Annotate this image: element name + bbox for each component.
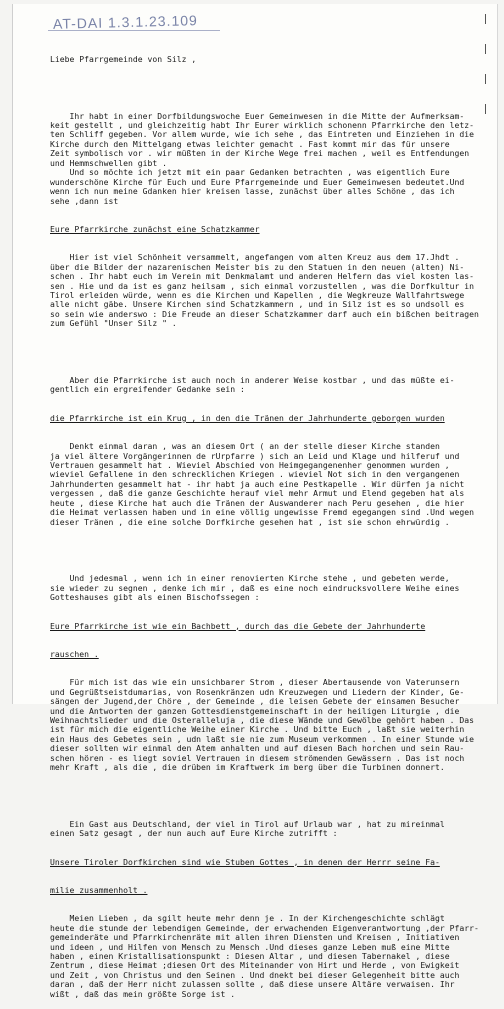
text-line: und Zeit , von Christus und den Seinen . Und dnekt bei dieser Gelegenheit bitte auch <box>50 969 460 980</box>
text-line: dieser sollten wir einmal den Atem anhalten und auf diesen Bach horchen und sein Rau- <box>50 743 465 754</box>
text-line: Vertrauen gesammelt hat . Wieviel Abschied von Heimgegangenenher genommen wurden , <box>50 459 450 470</box>
text-line: über die Bilder der nazarenischen Meister bis zu den Statuen in den neuen (alten) Ni- <box>50 261 465 272</box>
text-line: Weihnachtslieder und die Osteralleluja , die diese Wände und Gewölbe gehört haben . Das <box>50 714 474 725</box>
paragraph-1 <box>50 112 486 206</box>
text-line: heute die stunde der lebendigen Gemeinde, der erwachenden Eigenverantwortung ,der Pfarr- <box>50 922 479 933</box>
text-line: gemeinderäte und Pfarrkirchenräte mit allen ihren Diensten und Kreisen , Initiativen <box>50 932 460 943</box>
heading-bachbett: Eure Pfarrkirche ist wie ein Bachbett , durch das die Gebete der Jahrhunderte <box>50 620 426 631</box>
text-line: keit gestellt , und gleichzeitig habt Ihr Eurer wirklich schonenn Pfarrkirche den letz- <box>50 120 474 131</box>
text-line: Aber die Pfarrkirche ist auch noch in anderer Weise kostbar , und das müßte ei- <box>50 374 455 385</box>
heading-stuben-cont: milie zusammenholt . <box>50 884 148 895</box>
text-line: sängen der Jugend,der Chöre , der Gemeinde , die leisen Gebete der einsamen Besucher <box>50 696 460 707</box>
text-line: dieser Tränen , die eine solche Dorfkirche gesehen hat , ist sie schon ehrwürdig . <box>50 516 450 527</box>
text-line: ein Haus des Gebetes sein , udn laßt sie nie zum Museum verkommen . In einer Stunde wie <box>50 733 474 744</box>
text-line: einen Satz gesagt , der nun auch auf Eure Kirche zutrifft : <box>50 828 338 839</box>
paragraph-2 <box>50 253 486 329</box>
text-line: ist für mich die eigentliche Weihe einer Kirche . Und bitte Euch , laßt sie weiterhin <box>50 724 465 735</box>
text-line: haben , einen Kristallisationspunkt : Diesen Altar , und diesen Tabernakel , diese <box>50 951 450 962</box>
text-line: wißt , daß das mein größte Sorge ist . <box>50 988 236 999</box>
text-line: Hier ist viel Schönheit versammelt, angefangen vom alten Kreuz aus dem 17.Jhdt . <box>50 252 460 263</box>
text-line: ten Schliff gegeben. Vor allem wurde, wie ich sehe , das Eintreten und Einziehen in die <box>50 129 474 140</box>
text-line: wieviel Gefallene in den schrecklichen Kriegen . wieviel Not sich in den vergangenen <box>50 469 460 480</box>
text-line: gentlich ein ergreifender Gedanke sein : <box>50 384 245 395</box>
text-line: Und jedesmal , wenn ich in einer renovierten Kirche stehe , und gebeten werde, <box>50 573 450 584</box>
text-line: und die Antworten der ganzen Gottesdienstgemeinschaft in der heiligen Liturgie , die <box>50 705 460 716</box>
heading-krug: die Pfarrkirche ist ein Krug , in den die Tränen der Jahrhunderte geborgen wurden <box>50 412 445 423</box>
text-line: mehr Kraft , als die , die drüben im Kraftwerk im berg über die Turbinen donnert. <box>50 762 445 773</box>
text-line: daran , daß der Herr nicht zulassen sollte , daß diese unsere Altäre verwaisen. Ihr <box>50 979 455 990</box>
text-line: Denkt einmal daran , was an diesem Ort ( an der stelle dieser Kirche standen <box>50 441 440 452</box>
text-line: alle nicht gäbe. Unsere Kirchen sind Schatzkammern , und in Silz ist es so undsoll es <box>50 299 465 310</box>
text-line: und Hemmschwellen gibt . <box>50 157 167 168</box>
text-line: und Gegrüßtseistdumarias, von Rosenkränzen udn Kreuzwegen und Liedern der Kinder, Ge- <box>50 686 465 697</box>
text-line: Für mich ist das wie ein unsichbarer Strom , dieser Abertausende von Vaterunsern <box>50 677 460 688</box>
text-line: Zentrum , diese Heimat ;diesen Ort des Miteinander von Hirt und Herde , von Ewigkeit <box>50 960 460 971</box>
salutation: Liebe Pfarrgemeinde von Silz , <box>50 53 197 64</box>
text-line: und ideen , und Hilfen von Mensch zu Mensch .Und dieses ganze Leben muß eine Mitte <box>50 941 450 952</box>
text-line: Ein Gast aus Deutschland, der viel in Tirol auf Urlaub war , hat zu mireinmal <box>50 818 445 829</box>
text-line: Tirol erleiden würde, wenn es die Kirchen und Kapellen , die Wegkreuze Wallfahrtswege <box>50 289 465 300</box>
text-line: schen . Ihr habt euch im Verein mit Denkmalamt und anderen Helfern das viel kosten las- <box>50 271 474 282</box>
heading-bachbett-cont: rauschen . <box>50 648 99 659</box>
text-line: Ihr habt in einer Dorfbildungswoche Euer Gemeinwesen in die Mitte der Aufmerksam- <box>50 110 465 121</box>
text-line: die Heimat verlassen haben und in eine völlig ungewisse Fremd egegangen sind .Und wegen <box>50 507 474 518</box>
text-line: sie wieder zu segnen , denke ich mir , daß es eine noch eindrucksvollere Weihe eines <box>50 582 460 593</box>
paragraph-8 <box>50 914 486 999</box>
letter-body <box>50 36 486 1009</box>
text-line: Zeit symbolisch vor . wir müßten in der Kirche Wege frei machen , weil es Entfendungen <box>50 148 470 159</box>
paragraph-6 <box>50 678 486 772</box>
text-line: wunderschöne Kirche für Euch und Eure Pfarrgemeinde und Euer Gemeinwesen bedeutet.Und <box>50 176 465 187</box>
text-line: sehe ,dann ist <box>50 195 119 206</box>
text-line: Kirche durch den Mittelgang etwas leichter gemacht . Fast kommt mir das für unsere <box>50 138 450 149</box>
text-line: wenn ich nun meine Gdanken hier kreisen lasse, zunächst über alles Schöne , das ich <box>50 186 455 197</box>
text-line: ja viel ältere Vorgängerinnen de rUrpfarre ) sich an Leid und Klage und hilferuf und <box>50 450 460 461</box>
text-line: sen . Hie und da ist es ganz heilsam , sich einmal vorzustellen , was die Dorfkultur in <box>50 280 474 291</box>
text-line: schen hören - es liegt soviel Vertrauen in diesem strömenden Gewässern . Das ist noch <box>50 752 465 763</box>
paragraph-5 <box>50 574 486 602</box>
text-line: heute , diese Kirche hat auch die Tränen der Auswanderer nach Peru gesehen , die hier <box>50 497 465 508</box>
text-line: Gotteshauses gibt als einen Bischofssegen : <box>50 592 260 603</box>
text-line: Jahrhunderten gesammelt hat - ihr habt ja auch eine Pestkapelle . Wir dürfen ja nicht <box>50 478 465 489</box>
heading-stuben: Unsere Tiroler Dorfkirchen sind wie Stuben Gottes , in denen der Herrr seine Fa- <box>50 856 440 867</box>
paragraph-7 <box>50 820 486 839</box>
text-line: vergessen , daß die ganze Geschichte herauf viel mehr Armut und Elend gegeben hat als <box>50 488 465 499</box>
text-line: Meien Lieben , da sgilt heute mehr denn je . In der Kirchengeschichte schlägt <box>50 913 445 924</box>
paragraph-4 <box>50 442 486 527</box>
text-line: so sein wie anderswo : Die Freude an dieser Schatzkammer darf auch ein bißchen beitragen <box>50 308 479 319</box>
archive-stamp: AT-DAI 1.3.1.23.109 <box>52 12 199 32</box>
heading-schatzkammer: Eure Pfarrkirche zunächst eine Schatzkammer <box>50 223 260 234</box>
text-line: Und so möchte ich jetzt mit ein paar Gedanken betrachten , was eigentlich Eure <box>50 167 450 178</box>
text-line: zum Gefühl "Unser Silz " . <box>50 318 177 329</box>
paragraph-3 <box>50 376 486 395</box>
